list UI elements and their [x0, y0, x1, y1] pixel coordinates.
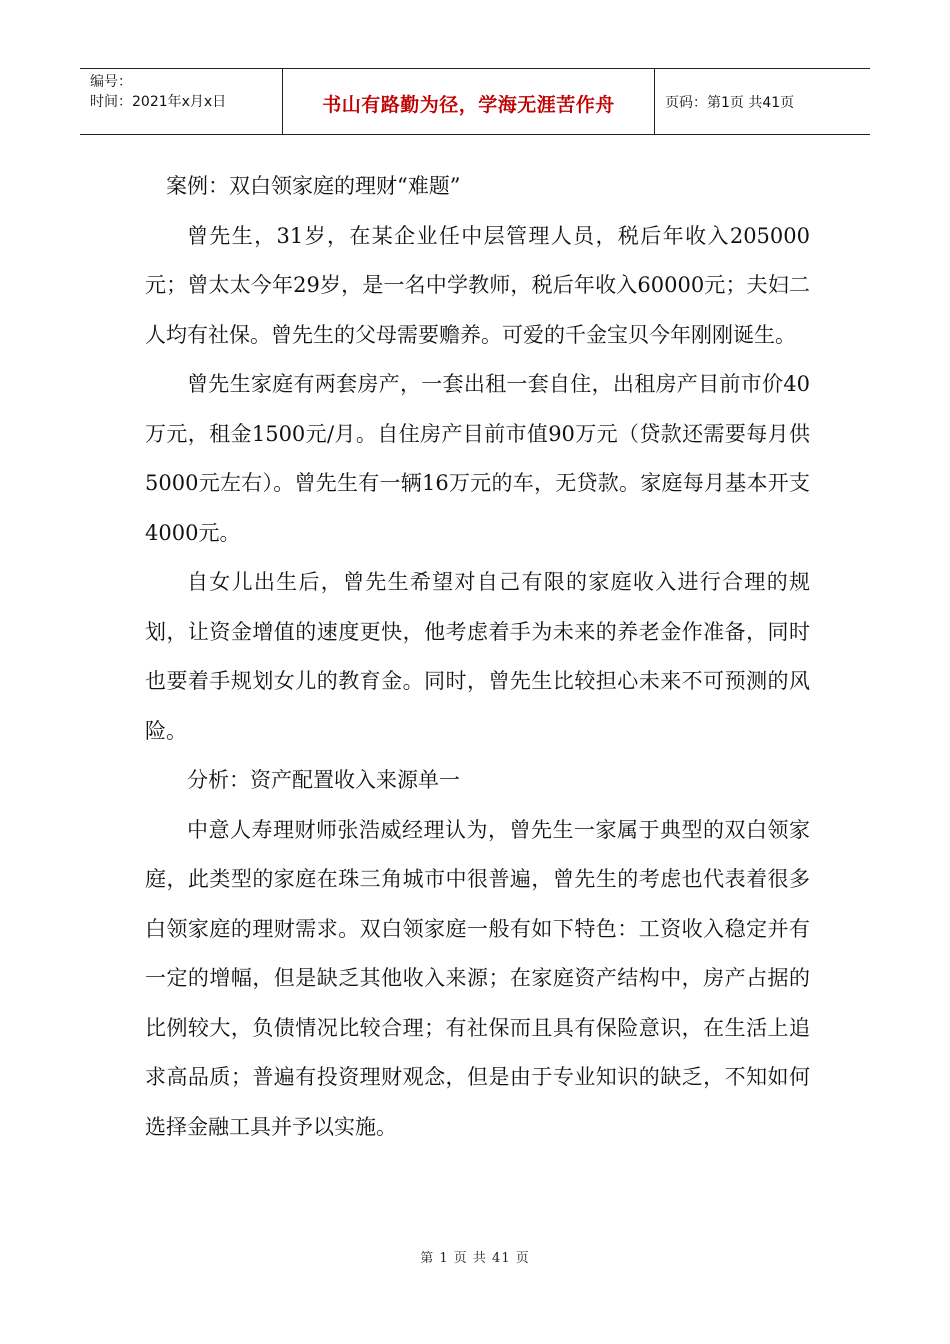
document-body	[145, 162, 810, 1152]
paragraph: 中意人寿理财师张浩威经理认为，曾先生一家属于典型的双白领家庭，此类型的家庭在珠三角城市中很普遍，曾先生的考虑也代表着很多白领家庭的理财需求。双白领家庭一般有如下特色：工资收入稳定并有一定的增幅，但是缺乏其他收入来源；在家庭资产结构中，房产占据的比例较大，负债情况比较合理；有社保而且具有保险意识，在生活上追求高品质；普遍有投资理财观念，但是由于专业知识的缺乏，不知如何选择金融工具并予以实施。	[145, 817, 810, 1139]
motto-text: 书山有路勤为径，学海无涯苦作舟	[322, 94, 615, 116]
date-label: 时间：2021年x月x日	[90, 94, 227, 110]
page-footer	[0, 1247, 950, 1266]
page-info: 页码：第1页 共41页	[665, 94, 795, 111]
paragraph: 曾先生家庭有两套房产，一套出租一套自住，出租房产目前市价40万元，租金1500元/月。自住房产目前市值90万元（贷款还需要每月供5000元左右）。曾先生有一辆16万元的车，无贷款。家庭每月基本开支4000元。	[145, 372, 810, 545]
document-header	[80, 68, 870, 135]
paragraph: 自女儿出生后，曾先生希望对自己有限的家庭收入进行合理的规划，让资金增值的速度更快，他考虑着手为未来的养老金作准备，同时也要着手规划女儿的教育金。同时，曾先生比较担心未来不可预测的风险。	[145, 570, 810, 743]
footer-page-number: 第 1 页 共 41 页	[420, 1251, 530, 1266]
number-label: 编号：	[90, 74, 132, 90]
case-title: 案例：双白领家庭的理财“难题”	[166, 174, 461, 198]
header-page-cell	[655, 69, 870, 134]
header-motto-cell	[283, 69, 655, 134]
paragraph: 曾先生，31岁，在某企业任中层管理人员，税后年收入205000元；曾太太今年29岁，是一名中学教师，税后年收入60000元；夫妇二人均有社保。曾先生的父母需要赡养。可爱的千金宝贝今年刚刚诞生。	[145, 223, 810, 347]
header-meta-cell	[80, 69, 283, 134]
section-heading: 分析：资产配置收入来源单一	[187, 768, 460, 792]
